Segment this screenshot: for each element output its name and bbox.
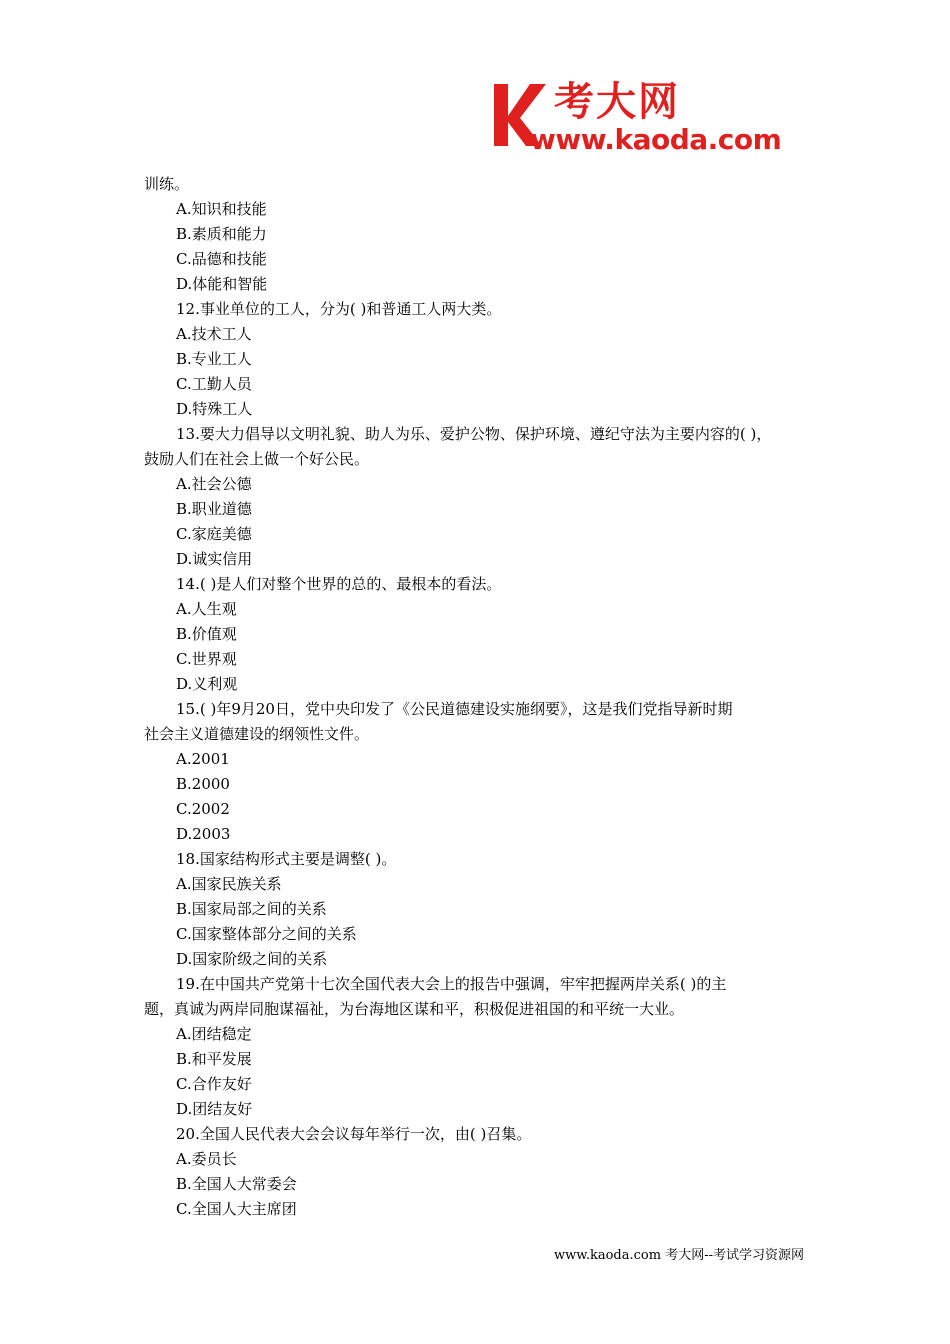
option-line: A.技术工人 [176, 325, 252, 343]
kaoda-logo [490, 78, 810, 160]
page-footer: www.kaoda.com 考大网--考试学习资源网 [554, 1248, 804, 1263]
logo-chinese-text: 考大网 [554, 79, 680, 125]
option-line: A.团结稳定 [176, 1025, 252, 1043]
option-line: C.工勤人员 [176, 375, 252, 393]
option-line: B.2000 [176, 775, 230, 793]
option-line: B.和平发展 [176, 1050, 252, 1068]
text-line: 训练。 [144, 175, 190, 193]
question-line-continued: 社会主义道德建设的纲领性文件。 [144, 725, 370, 743]
option-line: A.国家民族关系 [176, 875, 282, 893]
option-line: C.家庭美德 [176, 525, 252, 543]
option-line: A.人生观 [176, 600, 237, 618]
option-line: C.全国人大主席团 [176, 1200, 297, 1218]
option-line: B.国家局部之间的关系 [176, 900, 327, 918]
option-line: B.价值观 [176, 625, 237, 643]
document-body [144, 172, 814, 1222]
question-line: 19.在中国共产党第十七次全国代表大会上的报告中强调，牢牢把握两岸关系( )的主 [176, 975, 727, 993]
option-line: D.特殊工人 [176, 400, 253, 418]
option-line: A.2001 [176, 750, 230, 768]
option-line: C.2002 [176, 800, 230, 818]
option-line: B.全国人大常委会 [176, 1175, 297, 1193]
option-line: B.专业工人 [176, 350, 252, 368]
option-line: A.社会公德 [176, 475, 252, 493]
option-line: C.品德和技能 [176, 250, 267, 268]
question-line: 15.( )年9月20日，党中央印发了《公民道德建设实施纲要》，这是我们党指导新时期 [176, 700, 733, 718]
option-line: D.诚实信用 [176, 550, 253, 568]
option-line: D.国家阶级之间的关系 [176, 950, 328, 968]
option-line: C.国家整体部分之间的关系 [176, 925, 357, 943]
question-line: 18.国家结构形式主要是调整( )。 [176, 850, 397, 868]
option-line: B.职业道德 [176, 500, 252, 518]
option-line: A.委员长 [176, 1150, 237, 1168]
option-line: C.合作友好 [176, 1075, 252, 1093]
option-line: C.世界观 [176, 650, 237, 668]
option-line: B.素质和能力 [176, 225, 267, 243]
option-line: D.团结友好 [176, 1100, 253, 1118]
option-line: D.义利观 [176, 675, 238, 693]
logo-url-text: www.kaoda.com [530, 123, 782, 156]
question-line: 12.事业单位的工人，分为( )和普通工人两大类。 [176, 300, 502, 318]
option-line: D.2003 [176, 825, 231, 843]
option-line: D.体能和智能 [176, 275, 268, 293]
question-line-continued: 题，真诚为两岸同胞谋福祉，为台海地区谋和平，积极促进祖国的和平统一大业。 [144, 1000, 685, 1018]
question-line: 14.( )是人们对整个世界的总的、最根本的看法。 [176, 575, 502, 593]
question-line: 13.要大力倡导以文明礼貌、助人为乐、爱护公物、保护环境、遵纪守法为主要内容的( )， [176, 425, 772, 443]
question-line-continued: 鼓励人们在社会上做一个好公民。 [144, 450, 370, 468]
question-line: 20.全国人民代表大会会议每年举行一次，由( )召集。 [176, 1125, 532, 1143]
option-line: A.知识和技能 [176, 200, 267, 218]
